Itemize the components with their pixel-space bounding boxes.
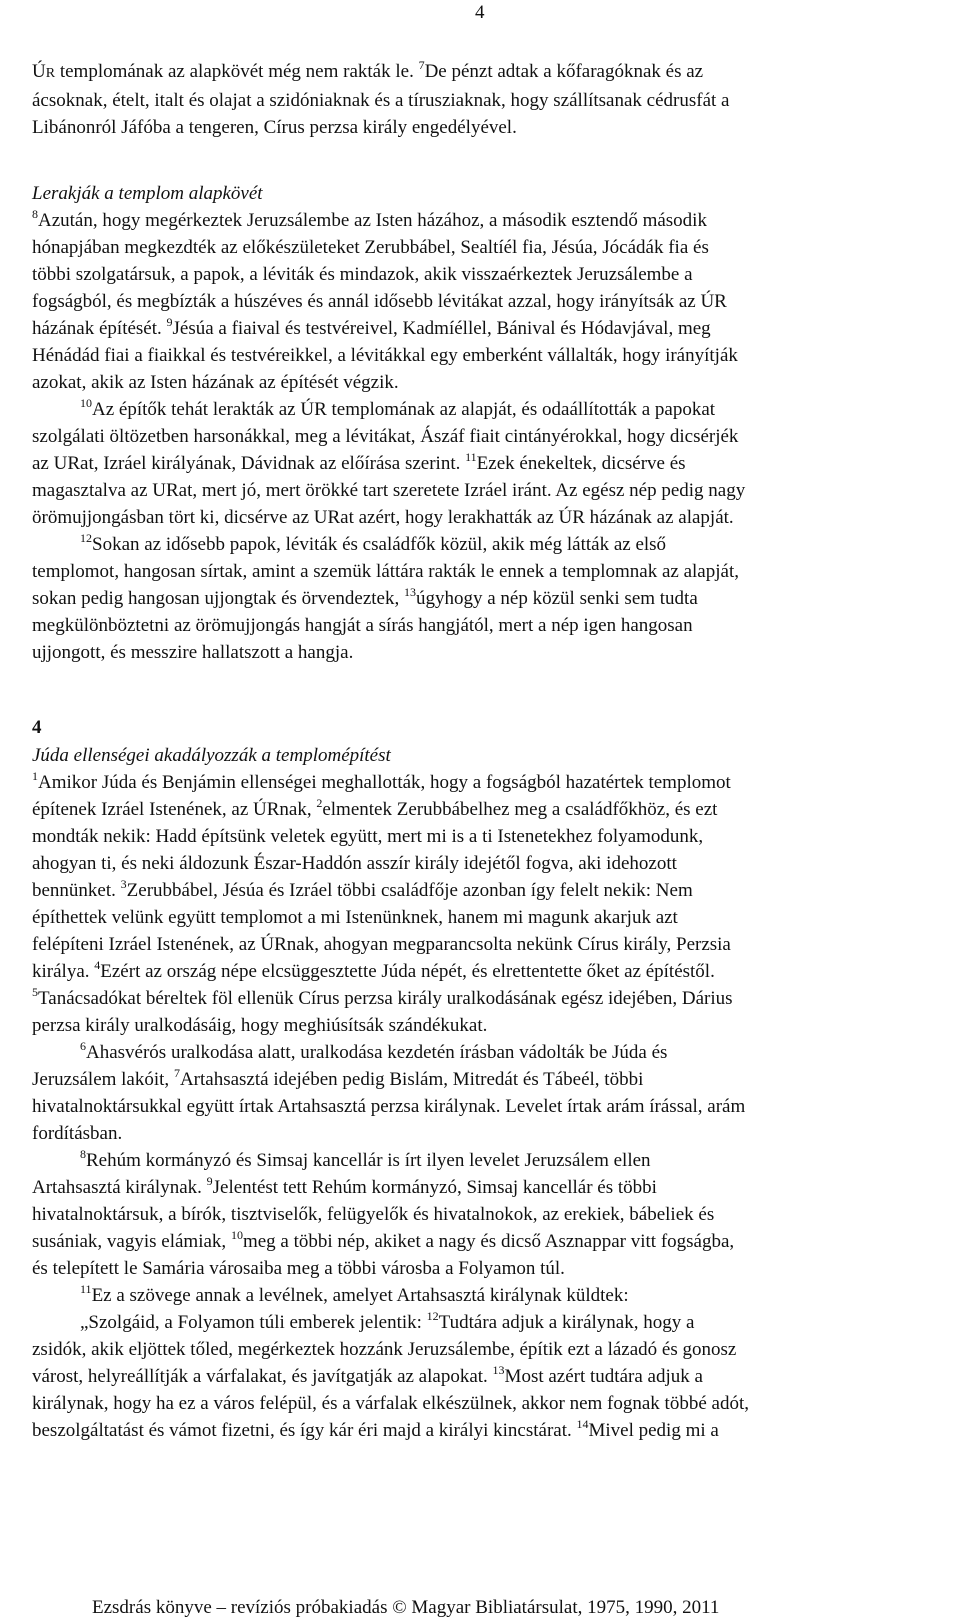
verse-text: bennünket. (32, 880, 121, 901)
verse-text: megkülönböztetni az örömujjongás hangját a sírás hangjától, mert a nép igen hangosan (32, 615, 693, 636)
verse-text: beszolgáltatást és vámot fizetni, és így kár éri majd a királyi kincstárat. (32, 1420, 577, 1441)
verse-number: 1 (32, 769, 38, 783)
text-line (32, 342, 932, 369)
verse-text: sokan pedig hangosan ujjongtak és örvendeztek, (32, 588, 404, 609)
verse-number: 11 (80, 1282, 92, 1296)
text-line (32, 1012, 932, 1039)
opening-paragraph (32, 58, 932, 141)
verse-text: Tanácsadókat béreltek föl ellenük Círus perzsa király uralkodásának egész idejében, Dárius (38, 988, 733, 1009)
verse-text: Jésúa a fiaival és testvéreivel, Kadmíéllel, Bánival és Hódavjával, meg (172, 318, 711, 339)
verse-number: 6 (80, 1039, 86, 1053)
verse-text: perzsa király uralkodásáig, hogy meghiúsítsák szándékukat. (32, 1015, 488, 1036)
text-line (32, 261, 932, 288)
verse-text: hivatalnoktársukkal együtt írtak Artahsasztá perzsa királynak. Levelet írtak arám írással, arám (32, 1096, 746, 1117)
verse-number: 7 (418, 58, 425, 72)
section-text-opposition (32, 769, 932, 1444)
text-line (32, 612, 932, 639)
verse-text: magasztalva az URat, mert jó, mert örökké tart szeretete Izráel iránt. Az egész nép pedig nagy (32, 480, 746, 501)
lord-name-smallcaps: R (45, 66, 56, 81)
text-line (32, 114, 932, 141)
text-line (32, 585, 932, 612)
verse-text: építenek Izráel Istenének, az ÚRnak, (32, 799, 317, 820)
page-number: 4 (475, 2, 485, 23)
text-line (32, 1390, 932, 1417)
text-line (32, 904, 932, 931)
text-line (32, 369, 932, 396)
verse-text: Artahsasztá királynak. (32, 1177, 207, 1198)
verse-text: az URat, Izráel királyának, Dávidnak az előírása szerint. (32, 453, 466, 474)
verse-text: szolgálati öltözetben harsonákkal, meg a lévitákat, Ászáf fiait cintányérokkal, hogy dicsérjék (32, 426, 739, 447)
text-line (32, 850, 932, 877)
verse-text: Jelentést tett Rehúm kormányzó, Simsaj kancellár és többi (212, 1177, 657, 1198)
verse-number: 12 (426, 1309, 439, 1323)
text-line (32, 423, 932, 450)
text-line (32, 477, 932, 504)
verse-text: ujjongott, és messzire hallatszott a hangja. (32, 642, 354, 663)
section-heading-opposition: Júda ellenségei akadályozzák a templomépítést (32, 745, 391, 766)
text-line (32, 1282, 932, 1309)
verse-text: susániak, vagyis elámiak, (32, 1231, 231, 1252)
text-line (32, 1417, 932, 1444)
text-line (32, 769, 932, 796)
verse-number: 10 (80, 396, 92, 410)
text-line (32, 1255, 932, 1282)
text-line (32, 1120, 932, 1147)
text-line (32, 796, 932, 823)
text-line (32, 1309, 932, 1336)
verse-text: Zerubbábel, Jésúa és Izráel többi családfője azonban így felelt nekik: Nem (126, 880, 693, 901)
text-line (32, 558, 932, 585)
verse-text: fordításban. (32, 1123, 123, 1144)
verse-text: Tudtára adjuk a királynak, hogy a (438, 1312, 695, 1333)
verse-text: és telepített le Samária városaiba meg a többi városba a Folyamon túl. (32, 1258, 565, 1279)
text-line (32, 1039, 932, 1066)
text-line (32, 207, 932, 234)
text-line (32, 288, 932, 315)
verse-text: templomot, hangosan sírtak, amint a szemük láttára rakták le ennek a templomnak az alapját, (32, 561, 739, 582)
verse-text: várost, helyreállítják a várfalakat, és javítgatják az alapokat. (32, 1366, 493, 1387)
verse-text: Az építők tehát lerakták az ÚR templomának az alapját, és odaállították a papokat (92, 399, 716, 420)
verse-number: 7 (173, 1066, 180, 1080)
verse-text: azokat, akik az Isten házának az építését végzik. (32, 372, 399, 393)
verse-text: Hénádád fiai a fiaikkal és testvéreikkel, a lévitákkal egy emberként vállalták, hogy irányítják (32, 345, 738, 366)
verse-text: Ez a szövege annak a levélnek, amelyet Artahsasztá királynak küldtek: (91, 1285, 629, 1306)
section-heading-foundation: Lerakják a templom alapkövét (32, 183, 263, 204)
verse-text: felépíteni Izráel Istenének, az ÚRnak, ahogyan megparancsolta nekünk Círus király, Perzsia (32, 934, 731, 955)
text-line (32, 985, 932, 1012)
verse-text: Libánonról Jáfóba a tengeren, Círus perzsa király engedélyével. (32, 117, 517, 138)
verse-number: 12 (80, 531, 92, 545)
verse-text: fogságból, és megbízták a húszéves és annál idősebb lévitákat azzal, hogy irányítsák az ÚR (32, 291, 727, 312)
text-line (32, 958, 932, 985)
section-text-foundation (32, 207, 932, 666)
verse-number: 4 (94, 958, 101, 972)
verse-text: Jeruzsálem lakóit, (32, 1069, 174, 1090)
verse-text: többi szolgatársuk, a papok, a léviták és mindazok, akik visszaérkeztek Jeruzsálembe a (32, 264, 693, 285)
verse-number: 9 (166, 315, 173, 329)
chapter-number: 4 (32, 717, 42, 738)
verse-text: házának építését. (32, 318, 167, 339)
verse-text: örömujjongásban tört ki, dicsérve az URat azért, hogy lerakhatták az ÚR házának az alapját. (32, 507, 734, 528)
text-line (32, 531, 932, 558)
verse-text: meg a többi nép, akiket a nagy és dicső Asznappar vitt fogságba, (242, 1231, 735, 1252)
text-line (32, 877, 932, 904)
verse-text: Ahasvérós uralkodása alatt, uralkodása kezdetén írásban vádolták be Júda és (86, 1042, 668, 1063)
text-line (32, 823, 932, 850)
verse-text: templomának az alapkövét még nem rakták le. (55, 61, 419, 82)
text-line (32, 1201, 932, 1228)
verse-text: elmentek Zerubbábelhez meg a családfőkhöz, és ezt (322, 799, 718, 820)
verse-text: zsidók, akik eljöttek tőled, megérkeztek hozzánk Jeruzsálembe, építik ezt a lázadó és gonosz (32, 1339, 737, 1360)
verse-text: De pénzt adtak a kőfaragóknak és az (424, 61, 704, 82)
verse-text: királya. (32, 961, 95, 982)
verse-text: ácsoknak, ételt, italt és olajat a szidóniaknak és a tírusziaknak, hogy szállítsanak cédrusfát a (32, 90, 730, 111)
verse-number: 2 (316, 796, 323, 810)
verse-text: Mivel pedig mi a (588, 1420, 719, 1441)
text-line (32, 1066, 932, 1093)
verse-number: 13 (492, 1363, 505, 1377)
text-line (32, 396, 932, 423)
verse-text: Ezért az ország népe elcsüggesztette Júda népét, és elrettentette őket az építéstől. (100, 961, 715, 982)
verse-text: Sokan az idősebb papok, léviták és családfők közül, akik még látták az első (92, 534, 667, 555)
verse-number: 14 (576, 1417, 589, 1431)
verse-number: 13 (403, 585, 416, 599)
verse-number: 8 (32, 207, 38, 221)
verse-number: 5 (32, 985, 38, 999)
verse-number: 11 (465, 450, 477, 464)
lord-name-initial: Ú (32, 61, 46, 82)
text-line (32, 450, 932, 477)
text-line (32, 1093, 932, 1120)
verse-text: ahogyan ti, és neki áldozunk Észar-Haddón asszír király idejétől fogva, aki idehozott (32, 853, 677, 874)
text-line (32, 234, 932, 261)
text-line (32, 58, 932, 87)
text-line (32, 315, 932, 342)
verse-text: mondták nekik: Hadd építsünk veletek együtt, mert mi is a ti Istenetekhez folyamodunk, (32, 826, 704, 847)
verse-text: Rehúm kormányzó és Simsaj kancellár is írt ilyen levelet Jeruzsálem ellen (86, 1150, 651, 1171)
verse-number: 9 (206, 1174, 213, 1188)
text-line (32, 1336, 932, 1363)
text-line (32, 87, 932, 114)
verse-text: Artahsasztá idejében pedig Bislám, Mitredát és Tábeél, többi (179, 1069, 644, 1090)
text-line (32, 1147, 932, 1174)
verse-text: Amikor Júda és Benjámin ellenségei meghallották, hogy a fogságból hazatértek templomot (38, 772, 731, 793)
verse-text: Most azért tudtára adjuk a (504, 1366, 703, 1387)
text-line (32, 931, 932, 958)
verse-number: 10 (230, 1228, 243, 1242)
verse-number: 8 (80, 1147, 86, 1161)
verse-text: úgyhogy a nép közül senki sem tudta (415, 588, 698, 609)
verse-text: építhettek velünk együtt templomot a mi Istenünknek, hanem mi magunk akarjuk azt (32, 907, 678, 928)
verse-text: Ezek énekeltek, dicsérve és (476, 453, 686, 474)
text-line (32, 1174, 932, 1201)
text-line (32, 639, 932, 666)
verse-number: 3 (120, 877, 127, 891)
verse-text: „Szolgáid, a Folyamon túli emberek jelentik: (80, 1312, 427, 1333)
page-footer: Ezsdrás könyve – revíziós próbakiadás © Magyar Bibliatársulat, 1975, 1990, 2011 (92, 1597, 720, 1618)
verse-text: Azután, hogy megérkeztek Jeruzsálembe az Isten házához, a második esztendő második (38, 210, 707, 231)
text-line (32, 504, 932, 531)
text-line (32, 1363, 932, 1390)
verse-text: hónapjában megkezdték az előkészületeket Zerubbábel, Sealtíél fia, Jésúa, Jócádák fia és (32, 237, 709, 258)
verse-text: királynak, hogy ha ez a város felépül, és a várfalak elkészülnek, akkor nem fognak többé adót, (32, 1393, 749, 1414)
verse-text: hivatalnoktársuk, a bírók, tisztviselők, felügyelők és hivatalnokok, az erekiek, bábeliek és (32, 1204, 715, 1225)
text-line (32, 1228, 932, 1255)
